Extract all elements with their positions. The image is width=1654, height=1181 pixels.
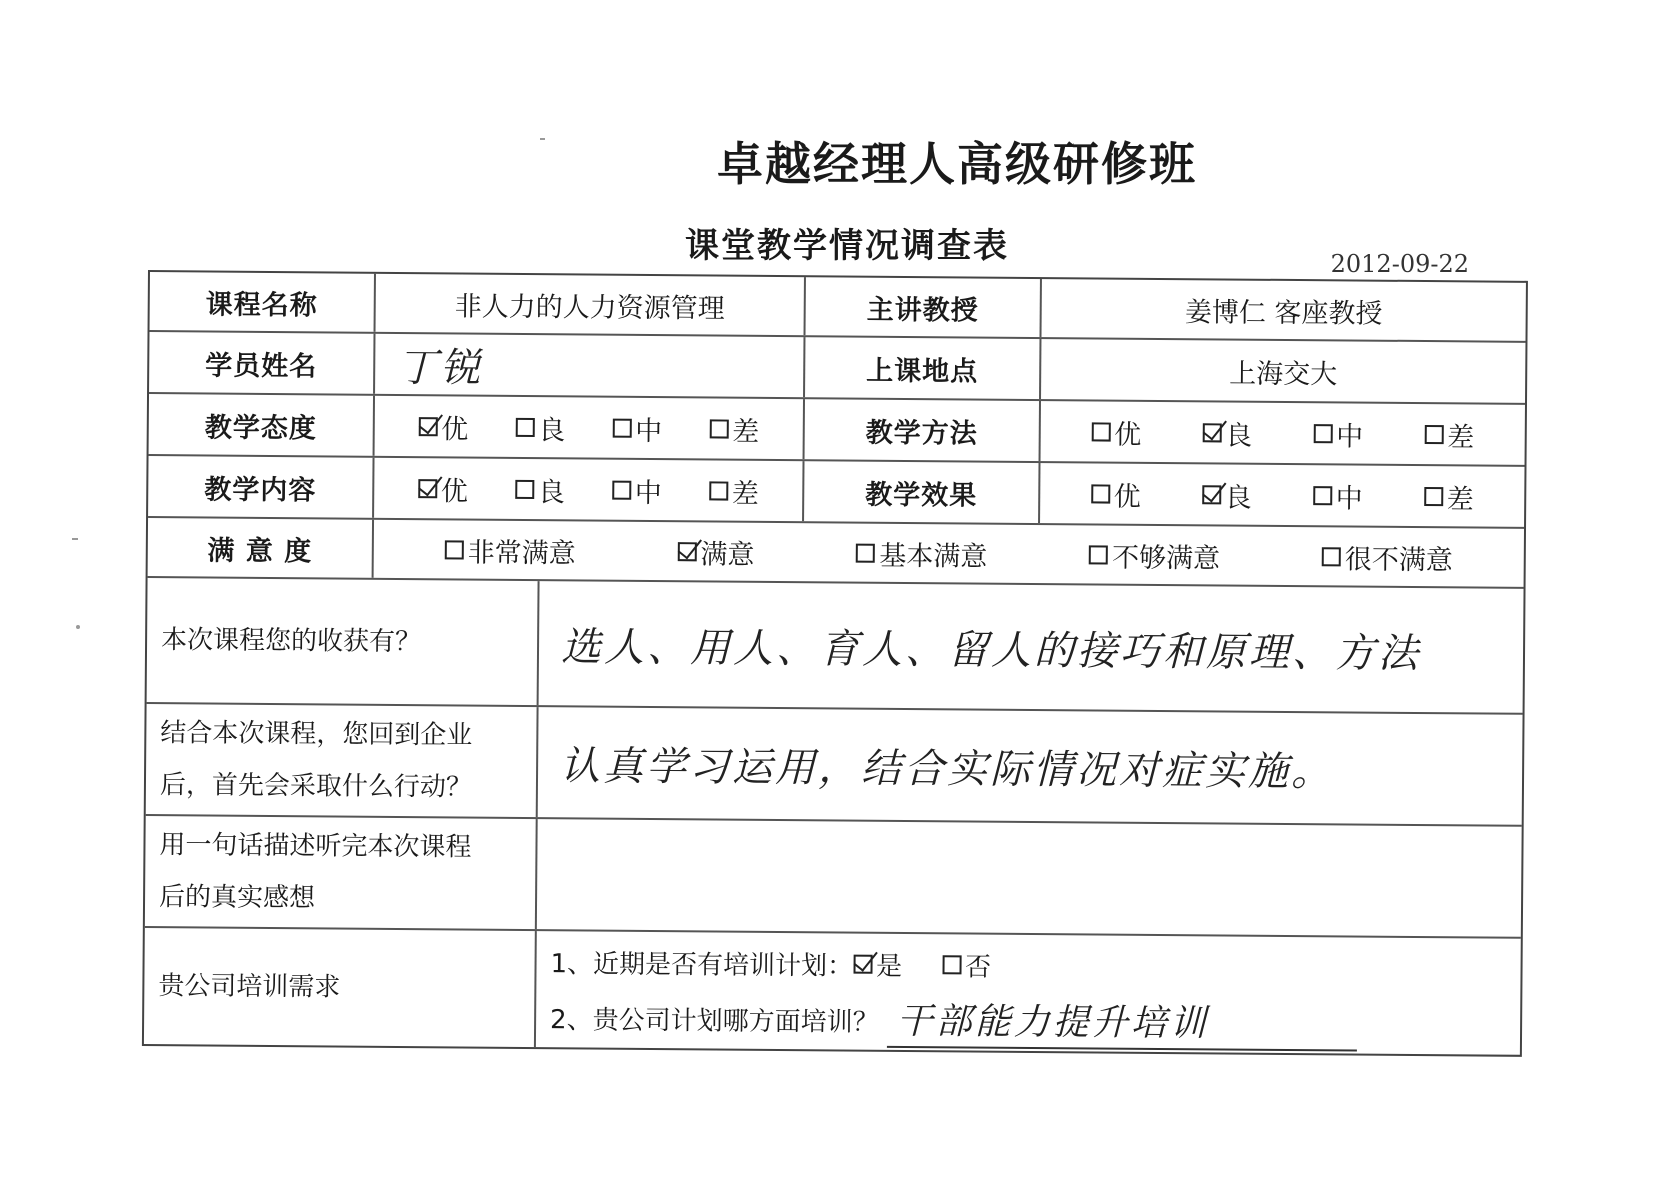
satisfaction-option[interactable]	[856, 533, 987, 573]
table-row	[148, 456, 1524, 529]
rating-option[interactable]	[1091, 474, 1141, 513]
rating-option[interactable]	[515, 407, 565, 446]
rating-option-label: 差	[1446, 483, 1474, 515]
checkbox-icon[interactable]	[853, 954, 872, 973]
checkbox-icon[interactable]	[1202, 485, 1221, 504]
checkbox-icon[interactable]	[1424, 425, 1443, 444]
table-row	[148, 518, 1524, 589]
training-topic-line	[550, 989, 1357, 1051]
lecturer-value: 姜博仁 客座教授	[1184, 296, 1383, 330]
location-value: 上海交大	[1229, 357, 1338, 390]
table-row	[149, 394, 1525, 467]
checkbox-icon[interactable]	[515, 479, 534, 498]
course-name-label: 课程名称	[150, 272, 376, 332]
rating-option-label: 差	[1447, 421, 1475, 453]
rating-option[interactable]	[709, 409, 759, 448]
rating-option[interactable]	[1424, 415, 1474, 454]
rating-option[interactable]	[515, 469, 565, 508]
checkbox-icon[interactable]	[418, 479, 437, 498]
satisfaction-option[interactable]	[1322, 537, 1453, 577]
checkbox-icon[interactable]	[1202, 423, 1221, 442]
form-subtitle: 课堂教学情况调查表	[685, 226, 1009, 266]
scan-speck	[76, 625, 80, 629]
table-row	[145, 816, 1522, 939]
rating-option[interactable]	[1424, 477, 1474, 516]
satisfaction-option-label: 非常满意	[467, 537, 576, 569]
satisfaction-options	[374, 520, 1524, 587]
feeling-question-line: 后的真实感想	[158, 882, 316, 914]
action-question	[146, 704, 539, 817]
table-row	[150, 272, 1526, 343]
rating-option[interactable]	[1313, 414, 1363, 453]
effect-label: 教学效果	[804, 461, 1040, 523]
method-options	[1041, 401, 1525, 465]
satisfaction-option-label: 满意	[700, 538, 755, 571]
table-row	[146, 704, 1523, 827]
rating-option[interactable]	[1313, 476, 1363, 515]
rating-option-label: 中	[635, 415, 663, 447]
checkbox-icon[interactable]	[612, 480, 631, 499]
feeling-question	[145, 816, 538, 929]
survey-table	[142, 270, 1528, 1057]
scan-speck	[540, 138, 545, 140]
checkbox-icon[interactable]	[709, 481, 728, 500]
checkbox-icon[interactable]	[942, 955, 961, 974]
gain-question: 本次课程您的收获有？	[147, 578, 540, 705]
satisfaction-option[interactable]	[445, 530, 576, 570]
rating-option-label: 优	[441, 413, 469, 446]
rating-option-label: 良	[1225, 419, 1253, 452]
gain-answer-cell[interactable]	[539, 581, 1524, 713]
checkbox-icon[interactable]	[1313, 486, 1332, 505]
training-yes-option[interactable]	[853, 945, 902, 982]
checkbox-icon[interactable]	[709, 419, 728, 438]
rating-option[interactable]	[1091, 412, 1141, 451]
table-row	[147, 578, 1524, 715]
rating-option-label: 差	[732, 416, 760, 448]
rating-option-label: 优	[440, 475, 468, 508]
checkbox-icon[interactable]	[856, 543, 875, 562]
lecturer-label: 主讲教授	[806, 277, 1042, 337]
training-yes-label: 是	[875, 951, 903, 982]
rating-option-label: 优	[1114, 419, 1142, 451]
table-row	[144, 928, 1521, 1055]
scan-speck	[72, 538, 78, 540]
rating-option-label: 良	[538, 414, 566, 446]
checkbox-icon[interactable]	[445, 540, 464, 559]
table-row	[149, 332, 1525, 405]
checkbox-icon[interactable]	[1424, 487, 1443, 506]
feeling-answer-cell[interactable]	[537, 819, 1522, 937]
form-title: 卓越经理人高级研修班	[717, 137, 1197, 191]
satisfaction-option-label: 很不满意	[1344, 543, 1453, 576]
rating-option[interactable]	[612, 470, 662, 509]
rating-option[interactable]	[418, 407, 468, 446]
rating-option-label: 优	[1113, 481, 1141, 513]
attitude-label: 教学态度	[149, 394, 375, 456]
survey-sheet	[142, 270, 1528, 1057]
training-plan-question: 1、近期是否有培训计划：	[550, 948, 854, 982]
action-answer-cell[interactable]	[538, 707, 1523, 825]
location-label: 上课地点	[805, 337, 1041, 399]
rating-option[interactable]	[418, 469, 468, 508]
rating-option-label: 差	[731, 478, 759, 510]
action-question-line: 结合本次课程，您回到企业	[160, 718, 473, 751]
student-name-cell[interactable]	[375, 334, 805, 397]
content-label: 教学内容	[148, 456, 374, 518]
satisfaction-label: 满 意 度	[148, 518, 374, 578]
rating-option[interactable]	[612, 408, 662, 447]
checkbox-icon[interactable]	[1089, 545, 1108, 564]
action-answer-handwriting: 认真学习运用，结合实际情况对症实施。	[559, 742, 1335, 795]
satisfaction-option-label: 基本满意	[879, 540, 988, 573]
rating-option[interactable]	[1202, 413, 1252, 452]
checkbox-icon[interactable]	[1091, 484, 1110, 503]
rating-option-label: 良	[537, 476, 565, 508]
training-topic-handwriting: 干部能力提升培训	[896, 1000, 1209, 1044]
rating-option-label: 良	[1224, 481, 1252, 514]
checkbox-icon[interactable]	[515, 417, 534, 436]
checkbox-icon[interactable]	[612, 418, 631, 437]
training-topic-question: 2、贵公司计划哪方面培训？	[550, 1004, 879, 1038]
gain-answer-handwriting: 选人、用人、育人、留人的接巧和原理、方法	[560, 623, 1422, 677]
training-cell	[536, 931, 1521, 1055]
course-name-value: 非人力的人力资源管理	[376, 274, 806, 335]
rating-option-label: 中	[1335, 482, 1363, 515]
training-no-label: 否	[964, 951, 992, 983]
satisfaction-option-label: 不够满意	[1111, 542, 1221, 574]
checkbox-icon[interactable]	[677, 542, 696, 561]
rating-option[interactable]	[709, 471, 759, 510]
method-label: 教学方法	[805, 399, 1041, 461]
satisfaction-option[interactable]	[1089, 535, 1220, 575]
checkbox-icon[interactable]	[1313, 424, 1332, 443]
content-options	[374, 458, 804, 521]
form-date: 2012-09-22	[1330, 250, 1469, 278]
student-name-label: 学员姓名	[149, 332, 375, 394]
attitude-options	[375, 396, 805, 459]
training-no-option[interactable]	[942, 946, 991, 983]
rating-option-label: 中	[634, 477, 662, 509]
rating-option-label: 中	[1336, 420, 1364, 453]
training-label: 贵公司培训需求	[144, 928, 537, 1047]
effect-options	[1040, 463, 1524, 527]
checkbox-icon[interactable]	[1322, 547, 1341, 566]
training-topic-answer-line[interactable]	[886, 992, 1356, 1051]
training-plan-line	[550, 933, 991, 992]
satisfaction-option[interactable]	[677, 532, 754, 572]
checkbox-icon[interactable]	[418, 417, 437, 436]
action-question-line: 后，首先会采取什么行动？	[159, 770, 473, 803]
rating-option[interactable]	[1202, 475, 1252, 514]
checkbox-icon[interactable]	[1091, 422, 1110, 441]
feeling-question-line: 用一句话描述听完本次课程	[159, 830, 472, 863]
student-name-handwriting: 丁锐	[397, 344, 484, 392]
